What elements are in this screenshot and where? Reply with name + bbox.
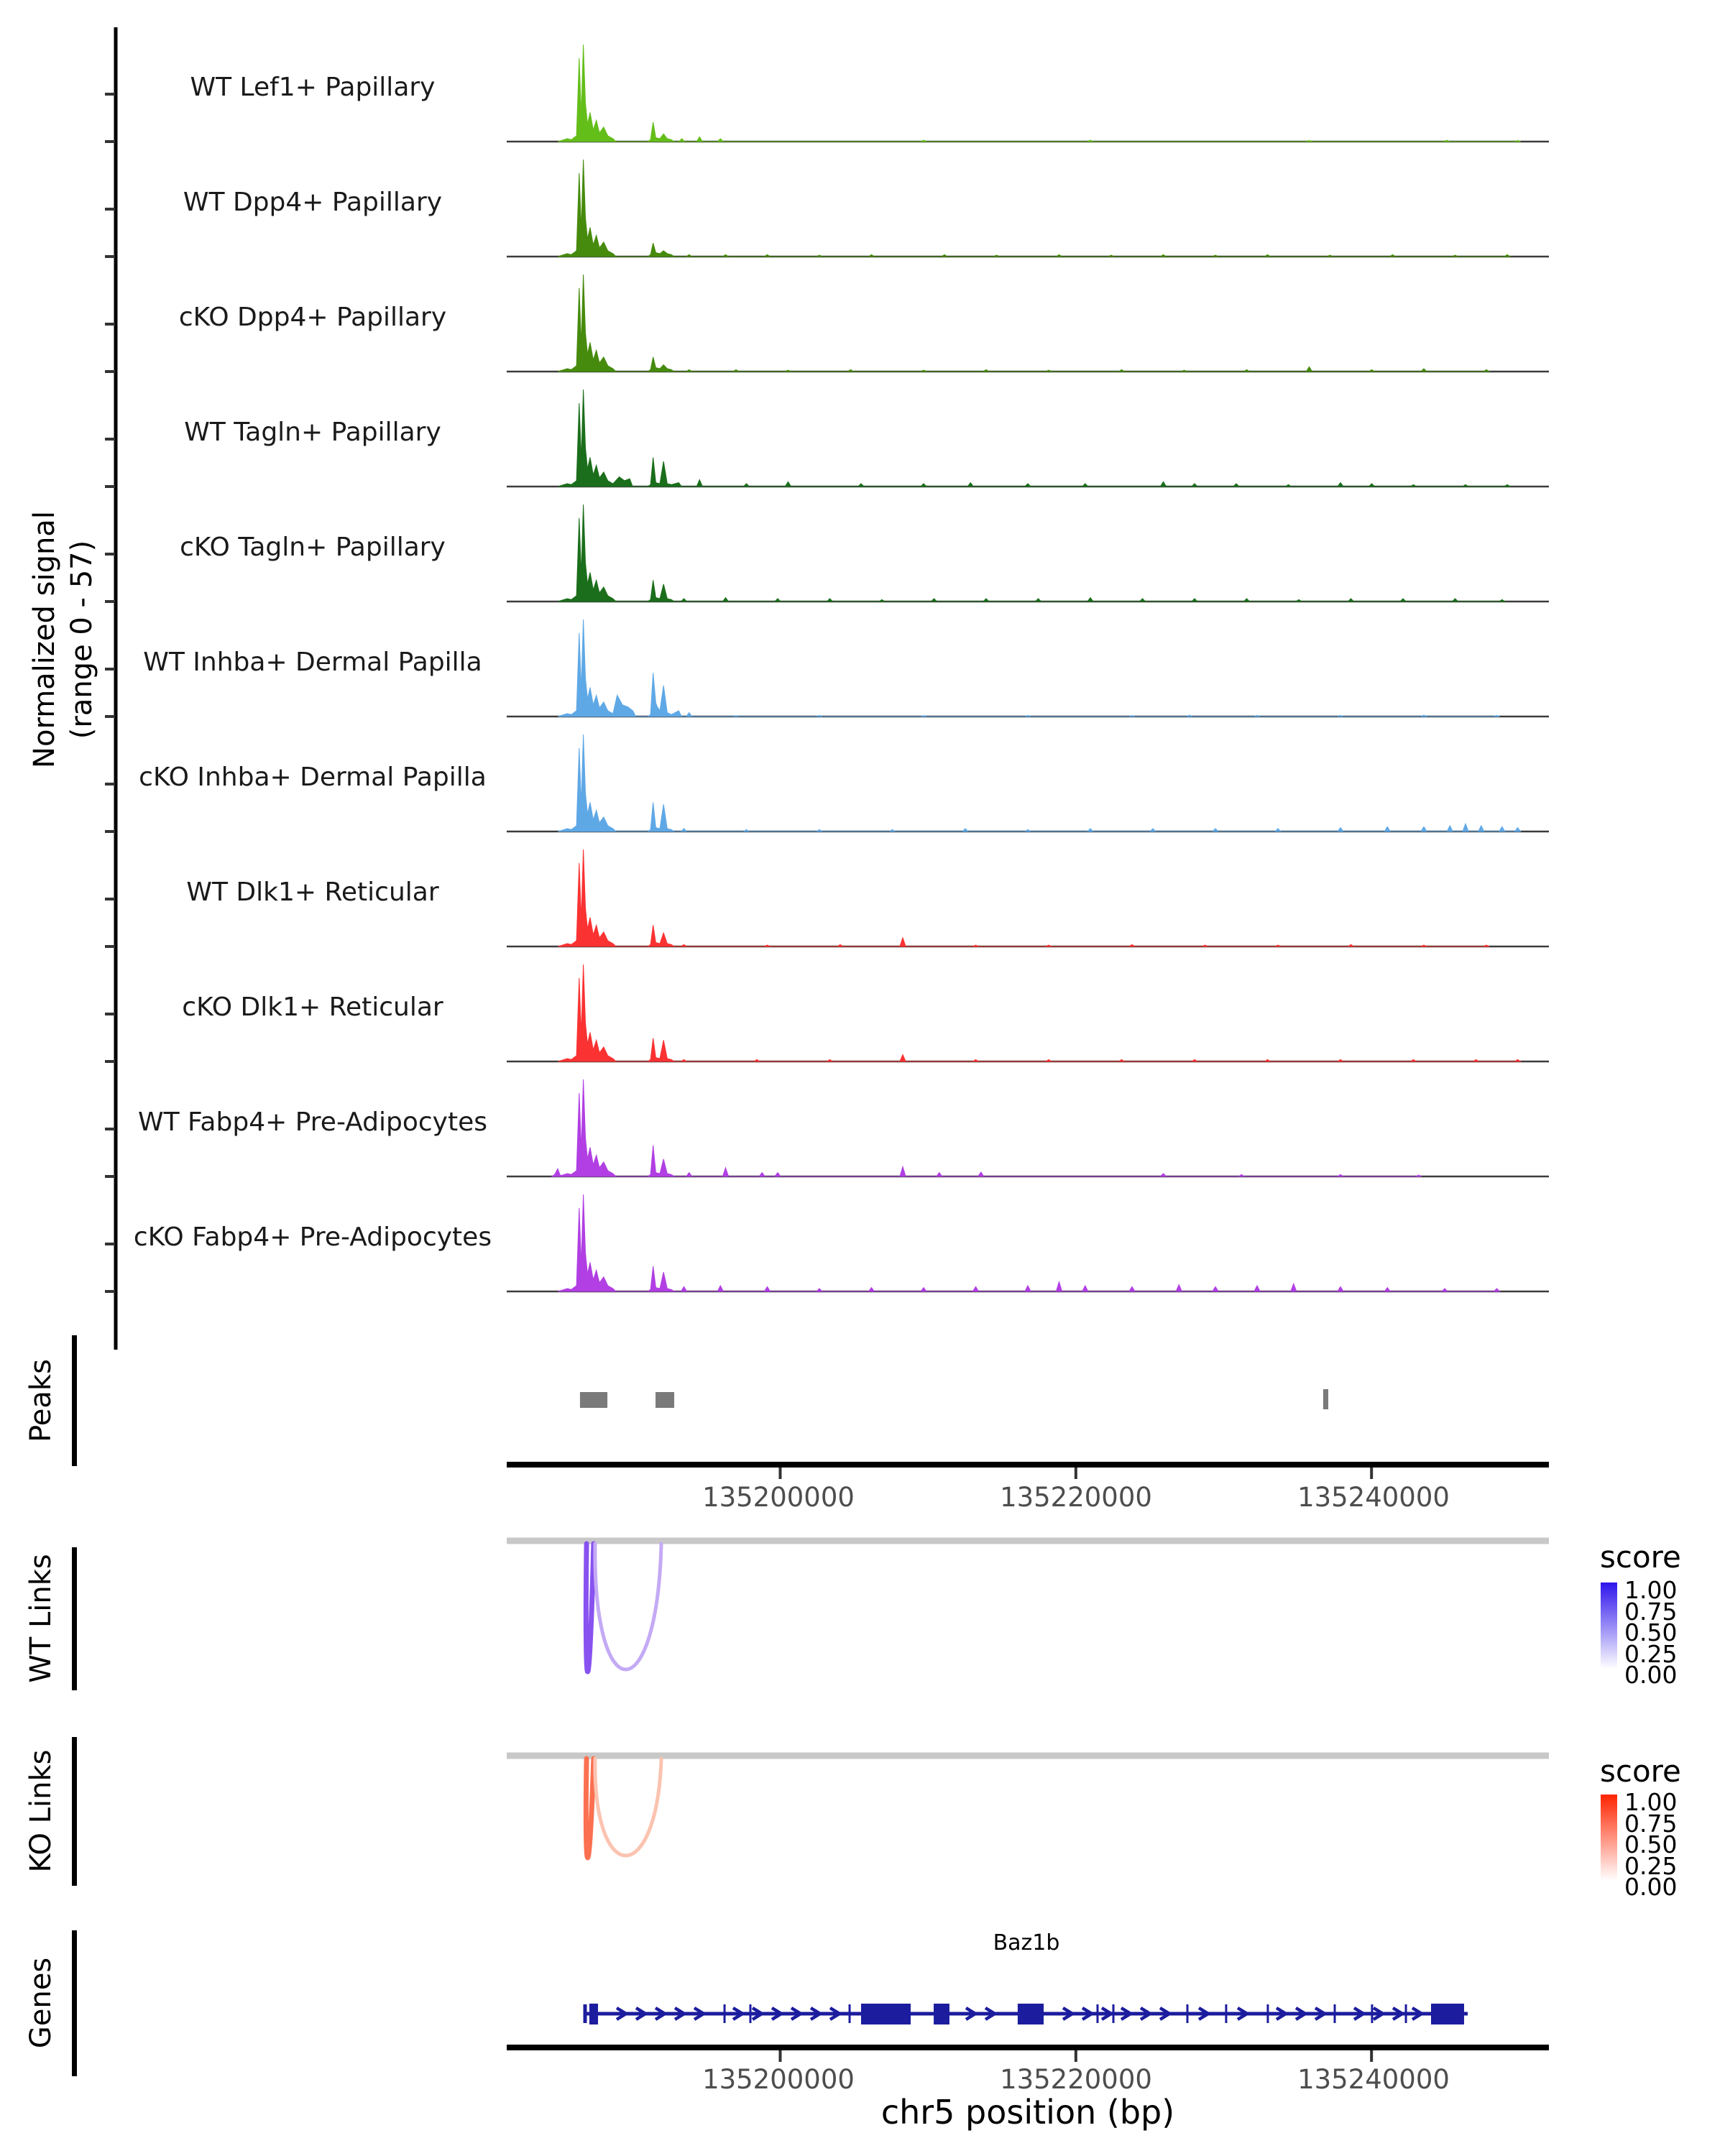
- ko-links-section-label: KO Links: [24, 1749, 58, 1873]
- ko-score-gradient-bar: [1601, 1795, 1617, 1881]
- peak-rect: [656, 1392, 674, 1408]
- signal-y-axis: [105, 27, 116, 1350]
- signal-area: [558, 390, 1510, 487]
- axis2-tick-135240000: 135240000: [1297, 2064, 1450, 2095]
- track-label-wt-dpp4: WT Dpp4+ Papillary: [183, 188, 443, 217]
- ko-legend-1.00: 1.00: [1624, 1788, 1678, 1816]
- peaks-track: [580, 1389, 1328, 1409]
- wt-legend-1.00: 1.00: [1624, 1576, 1678, 1604]
- signal-tracks: [507, 45, 1549, 1291]
- link-arc: [595, 1759, 661, 1856]
- exon-rect: [934, 2004, 949, 2024]
- axis2-tick-135200000: 135200000: [702, 2064, 855, 2095]
- section-bars: [72, 1335, 77, 2076]
- track-label-wt-tagln: WT Tagln+ Papillary: [184, 418, 441, 447]
- ko-legend-0.50: 0.50: [1624, 1830, 1678, 1858]
- signal-area: [558, 275, 1489, 372]
- ko-legend-0.25: 0.25: [1624, 1852, 1678, 1880]
- y-axis-label-line1: Normalized signal: [28, 511, 61, 768]
- ko-legend-0.00: 0.00: [1624, 1873, 1678, 1901]
- wt-score-gradient-bar: [1601, 1583, 1617, 1669]
- y-axis-label-line2: (range 0 - 57): [65, 540, 98, 740]
- wt-legend-0.75: 0.75: [1624, 1598, 1678, 1626]
- gene-name-baz1b: Baz1b: [993, 1930, 1060, 1955]
- exon-rect: [1018, 2004, 1044, 2024]
- track-label-cko-dlk1: cKO Dlk1+ Reticular: [182, 992, 443, 1022]
- section-bracket: [72, 1737, 77, 1886]
- ko-legend-0.75: 0.75: [1624, 1810, 1678, 1838]
- axis1-tick-135200000: 135200000: [702, 1482, 855, 1513]
- link-arc: [586, 1544, 594, 1672]
- signal-area: [558, 1194, 1499, 1291]
- y-axis-label: [26, 511, 101, 768]
- wt-links-panel: [507, 1541, 1617, 1672]
- section-bracket: [72, 1930, 77, 2076]
- exon-rect: [589, 2004, 598, 2024]
- wt-legend-0.25: 0.25: [1624, 1640, 1678, 1668]
- peaks-section-label: Peaks: [24, 1359, 58, 1442]
- peak-rect: [1323, 1389, 1328, 1409]
- section-bracket: [72, 1547, 77, 1690]
- signal-area: [558, 619, 1499, 717]
- genome-axis-upper: [507, 1465, 1549, 1479]
- x-axis-title: chr5 position (bp): [880, 2093, 1175, 2132]
- track-label-cko-tagln: cKO Tagln+ Papillary: [180, 533, 446, 562]
- peak-rect: [580, 1392, 607, 1408]
- link-arc: [595, 1544, 661, 1669]
- axis2-tick-135220000: 135220000: [1000, 2064, 1152, 2095]
- track-label-wt-lef1: WT Lef1+ Papillary: [190, 73, 436, 102]
- track-label-wt-inhba: WT Inhba+ Dermal Papilla: [143, 648, 482, 677]
- signal-area: [558, 160, 1510, 257]
- signal-area: [552, 1079, 1422, 1176]
- wt-legend-0.00: 0.00: [1624, 1661, 1678, 1689]
- signal-area: [558, 734, 1520, 831]
- axis1-tick-135240000: 135240000: [1297, 1482, 1450, 1513]
- signal-area: [558, 505, 1504, 602]
- wt-legend-0.50: 0.50: [1624, 1618, 1678, 1646]
- ko-links-panel: [507, 1756, 1617, 1859]
- section-bracket: [72, 1335, 77, 1466]
- track-label-cko-fabp4: cKO Fabp4+ Pre-Adipocytes: [133, 1222, 492, 1252]
- track-label-wt-dlk1: WT Dlk1+ Reticular: [186, 877, 439, 907]
- axis1-tick-135220000: 135220000: [1000, 1482, 1152, 1513]
- link-arc: [586, 1759, 594, 1858]
- wt-score-legend-title: score: [1600, 1539, 1681, 1575]
- gene-model: [584, 2004, 1468, 2024]
- track-label-cko-dpp4: cKO Dpp4+ Papillary: [178, 303, 447, 332]
- signal-area: [558, 964, 1520, 1061]
- ko-score-legend-title: score: [1600, 1754, 1681, 1789]
- signal-area: [558, 45, 1520, 142]
- genome-axis-lower: [507, 2047, 1549, 2062]
- exon-rect: [1431, 2004, 1464, 2024]
- track-label-wt-fabp4: WT Fabp4+ Pre-Adipocytes: [138, 1107, 487, 1137]
- signal-area: [558, 849, 1489, 946]
- exon-rect: [861, 2004, 911, 2024]
- track-label-cko-inhba: cKO Inhba+ Dermal Papilla: [139, 763, 487, 792]
- wt-links-section-label: WT Links: [24, 1554, 58, 1683]
- genes-section-label: Genes: [24, 1957, 58, 2049]
